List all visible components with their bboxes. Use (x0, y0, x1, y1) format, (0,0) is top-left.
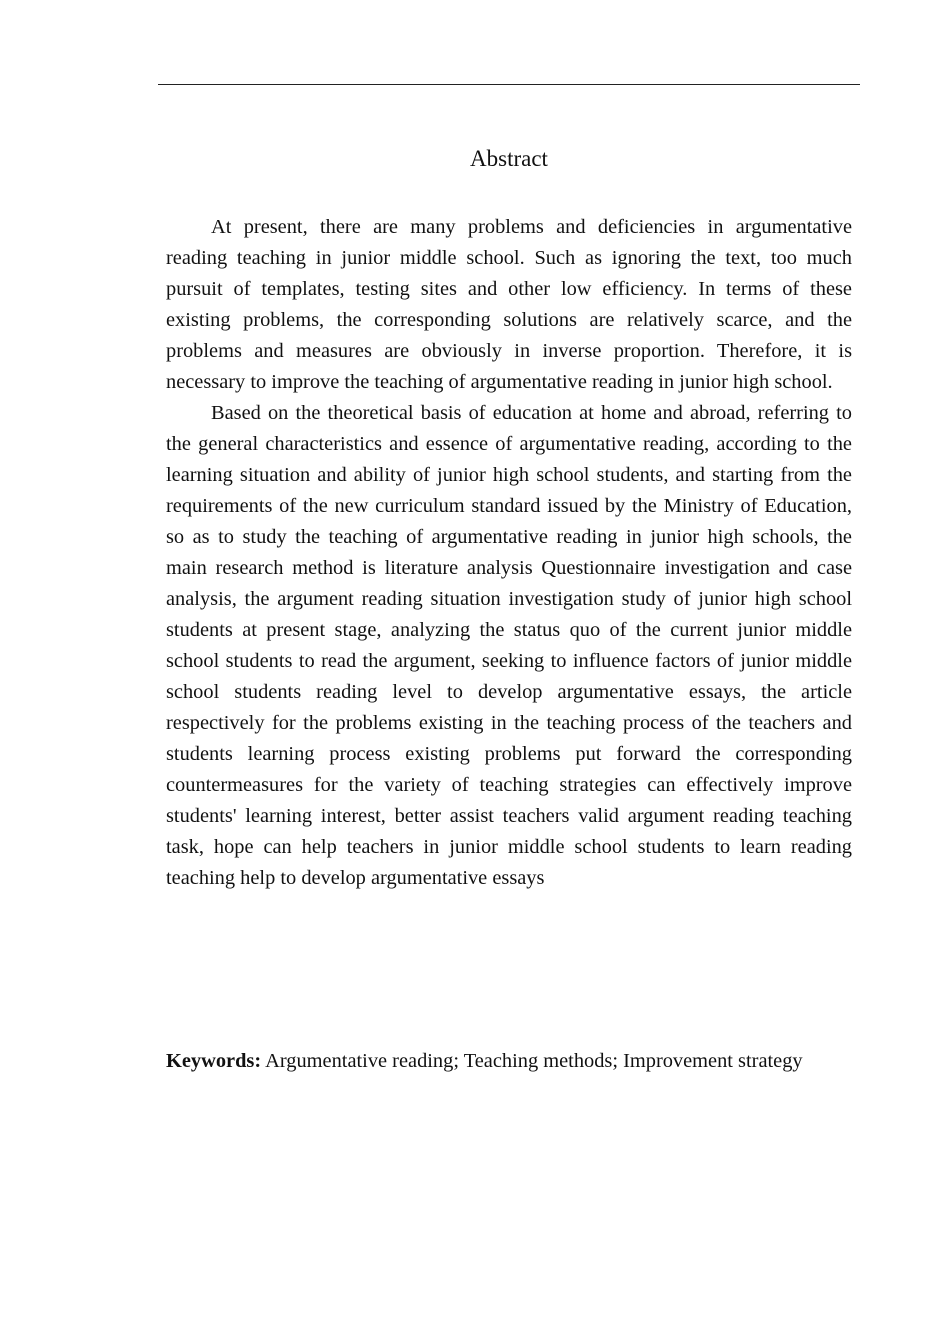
keywords-label: Keywords: (166, 1050, 262, 1072)
page-title: Abstract (470, 146, 548, 171)
header-rule (158, 84, 860, 85)
keywords-line (166, 1046, 852, 1077)
abstract-paragraph-1: At present, there are many problems and deficiencies in argumentative reading teaching in junior middle school. Such as ignoring the text, too much pursuit of templates, testing sites and other low efficiency. In terms of these existing problems, the corresponding solutions are relatively scarce, and the problems and measures are obviously in inverse proportion. Therefore, it is necessary to improve the teaching of argumentative reading in junior high school. (166, 216, 852, 393)
abstract-paragraph-2: Based on the theoretical basis of education at home and abroad, referring to the general characteristics and essence of argumentative reading, according to the learning situation and ability of junior high school students, and starting from the requirements of the new curriculum standard issued by the Ministry of Education, so as to study the teaching of argumentative reading in junior high schools, the main research method is literature analysis Questionnaire investigation and case analysis, the argument reading situation investigation study of junior high school students at present stage, analyzing the status quo of the current junior middle school students to read the argument, seeking to influence factors of junior middle school students reading level to develop argumentative essays, the article respectively for the problems existing in the teaching process of the teachers and students learning process existing problems put forward the corresponding countermeasures for the variety of teaching strategies can effectively improve students' learning interest, better assist teachers valid argument reading teaching task, hope can help teachers in junior middle school students to learn reading teaching help to develop argumentative essays (166, 402, 852, 889)
abstract-body (166, 212, 852, 894)
keywords-text: Argumentative reading; Teaching methods; Improvement strategy (265, 1050, 803, 1072)
